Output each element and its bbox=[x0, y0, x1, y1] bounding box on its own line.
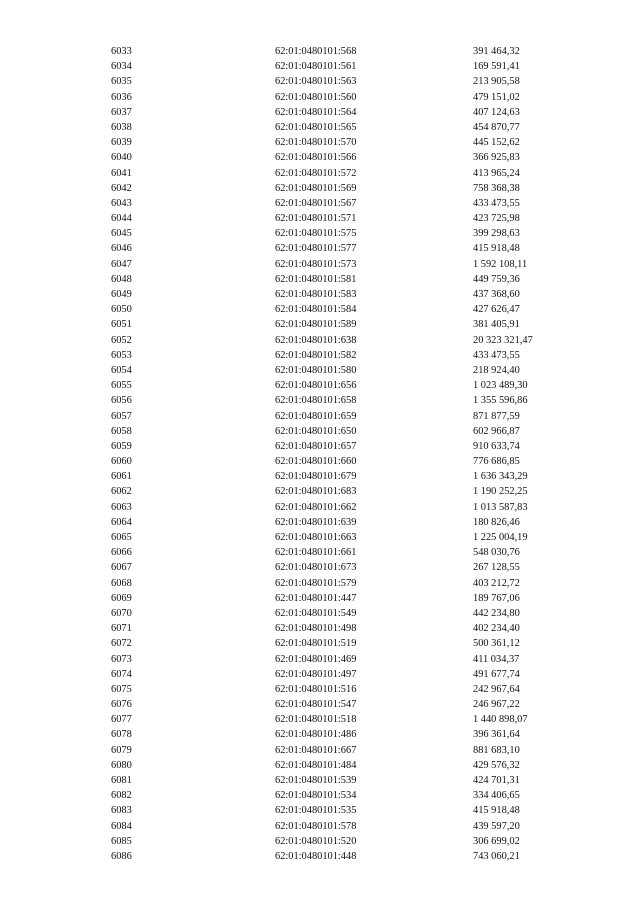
row-number: 6081 bbox=[111, 775, 132, 786]
cadastral-number: 62:01:0480101:486 bbox=[275, 729, 357, 741]
row-number: 6045 bbox=[111, 228, 132, 240]
cadastral-value: 479 151,02 bbox=[473, 91, 520, 103]
table-row bbox=[0, 500, 640, 515]
table-row bbox=[0, 484, 640, 499]
cadastral-value: 1 225 004,19 bbox=[473, 532, 528, 543]
table-row bbox=[0, 454, 640, 469]
cadastral-number: 62:01:0480101:575 bbox=[275, 228, 357, 240]
data-table bbox=[0, 44, 640, 864]
cadastral-value: 20 323 321,47 bbox=[473, 334, 533, 346]
table-row bbox=[0, 393, 640, 408]
table-row bbox=[0, 530, 640, 545]
cadastral-value: 415 918,48 bbox=[473, 805, 520, 817]
table-row bbox=[0, 257, 640, 272]
row-number: 6046 bbox=[111, 243, 132, 255]
table-row bbox=[0, 743, 640, 758]
table-row bbox=[0, 758, 640, 773]
cadastral-number: 62:01:0480101:561 bbox=[275, 61, 357, 73]
table-row bbox=[0, 348, 640, 363]
cadastral-value: 423 725,98 bbox=[473, 213, 520, 225]
cadastral-value: 391 464,32 bbox=[473, 46, 520, 57]
table-row bbox=[0, 211, 640, 226]
table-row bbox=[0, 44, 640, 59]
cadastral-number: 62:01:0480101:661 bbox=[275, 547, 357, 559]
cadastral-number: 62:01:0480101:448 bbox=[275, 850, 357, 862]
row-number: 6065 bbox=[111, 532, 132, 543]
row-number: 6061 bbox=[111, 471, 132, 483]
cadastral-number: 62:01:0480101:663 bbox=[275, 532, 357, 543]
cadastral-number: 62:01:0480101:520 bbox=[275, 835, 357, 847]
cadastral-number: 62:01:0480101:518 bbox=[275, 714, 357, 726]
table-row bbox=[0, 272, 640, 287]
cadastral-number: 62:01:0480101:658 bbox=[275, 395, 357, 407]
row-number: 6083 bbox=[111, 805, 132, 817]
row-number: 6062 bbox=[111, 486, 132, 498]
table-row bbox=[0, 697, 640, 712]
cadastral-value: 189 767,06 bbox=[473, 592, 520, 604]
cadastral-number: 62:01:0480101:580 bbox=[275, 364, 357, 376]
cadastral-value: 396 361,64 bbox=[473, 729, 520, 741]
row-number: 6047 bbox=[111, 258, 132, 270]
cadastral-number: 62:01:0480101:683 bbox=[275, 486, 357, 498]
table-row bbox=[0, 363, 640, 378]
table-row bbox=[0, 74, 640, 89]
table-row bbox=[0, 90, 640, 105]
cadastral-value: 267 128,55 bbox=[473, 562, 520, 574]
row-number: 6037 bbox=[111, 106, 132, 118]
row-number: 6057 bbox=[111, 410, 132, 422]
cadastral-number: 62:01:0480101:547 bbox=[275, 699, 357, 711]
cadastral-number: 62:01:0480101:560 bbox=[275, 91, 357, 103]
cadastral-value: 548 030,76 bbox=[473, 547, 520, 559]
cadastral-value: 413 965,24 bbox=[473, 167, 520, 179]
cadastral-number: 62:01:0480101:534 bbox=[275, 790, 357, 802]
table-row bbox=[0, 591, 640, 606]
table-row bbox=[0, 59, 640, 74]
row-number: 6073 bbox=[111, 653, 132, 665]
table-row bbox=[0, 181, 640, 196]
row-number: 6058 bbox=[111, 425, 132, 437]
table-row bbox=[0, 469, 640, 484]
row-number: 6041 bbox=[111, 167, 132, 179]
row-number: 6078 bbox=[111, 729, 132, 741]
cadastral-value: 758 368,38 bbox=[473, 182, 520, 194]
row-number: 6068 bbox=[111, 577, 132, 589]
row-number: 6063 bbox=[111, 501, 132, 513]
cadastral-number: 62:01:0480101:667 bbox=[275, 744, 357, 756]
table-row bbox=[0, 621, 640, 636]
row-number: 6071 bbox=[111, 623, 132, 635]
row-number: 6050 bbox=[111, 304, 132, 316]
cadastral-value: 366 925,83 bbox=[473, 152, 520, 164]
cadastral-value: 411 034,37 bbox=[473, 653, 520, 665]
row-number: 6042 bbox=[111, 182, 132, 194]
table-row bbox=[0, 636, 640, 651]
row-number: 6052 bbox=[111, 334, 132, 346]
table-row bbox=[0, 652, 640, 667]
row-number: 6040 bbox=[111, 152, 132, 164]
row-number: 6053 bbox=[111, 349, 132, 361]
cadastral-number: 62:01:0480101:578 bbox=[275, 820, 357, 832]
cadastral-value: 439 597,20 bbox=[473, 820, 520, 832]
cadastral-number: 62:01:0480101:564 bbox=[275, 106, 357, 118]
cadastral-number: 62:01:0480101:577 bbox=[275, 243, 357, 255]
row-number: 6086 bbox=[111, 850, 132, 862]
cadastral-number: 62:01:0480101:638 bbox=[275, 334, 357, 346]
cadastral-value: 424 701,31 bbox=[473, 775, 520, 786]
table-row bbox=[0, 576, 640, 591]
table-row bbox=[0, 682, 640, 697]
table-row bbox=[0, 378, 640, 393]
cadastral-number: 62:01:0480101:549 bbox=[275, 607, 357, 619]
row-number: 6080 bbox=[111, 759, 132, 771]
row-number: 6066 bbox=[111, 547, 132, 559]
cadastral-value: 407 124,63 bbox=[473, 106, 520, 118]
cadastral-number: 62:01:0480101:639 bbox=[275, 516, 357, 528]
row-number: 6085 bbox=[111, 835, 132, 847]
cadastral-value: 437 368,60 bbox=[473, 289, 520, 300]
cadastral-value: 403 212,72 bbox=[473, 577, 520, 589]
cadastral-value: 449 759,36 bbox=[473, 273, 520, 285]
cadastral-value: 491 677,74 bbox=[473, 668, 520, 680]
cadastral-value: 429 576,32 bbox=[473, 759, 520, 771]
cadastral-number: 62:01:0480101:573 bbox=[275, 258, 357, 270]
table-row bbox=[0, 819, 640, 834]
table-row bbox=[0, 226, 640, 241]
row-number: 6074 bbox=[111, 668, 132, 680]
row-number: 6082 bbox=[111, 790, 132, 802]
row-number: 6038 bbox=[111, 121, 132, 133]
cadastral-value: 602 966,87 bbox=[473, 425, 520, 437]
cadastral-value: 1 636 343,29 bbox=[473, 471, 528, 483]
cadastral-value: 1 592 108,11 bbox=[473, 258, 528, 270]
cadastral-value: 1 023 489,30 bbox=[473, 380, 528, 392]
table-row bbox=[0, 424, 640, 439]
cadastral-value: 213 905,58 bbox=[473, 76, 520, 88]
table-row bbox=[0, 560, 640, 575]
cadastral-value: 433 473,55 bbox=[473, 349, 520, 361]
cadastral-value: 1 355 596,86 bbox=[473, 395, 528, 407]
cadastral-number: 62:01:0480101:563 bbox=[275, 76, 357, 88]
cadastral-number: 62:01:0480101:650 bbox=[275, 425, 357, 437]
cadastral-value: 910 633,74 bbox=[473, 440, 520, 452]
cadastral-number: 62:01:0480101:565 bbox=[275, 121, 357, 133]
table-row bbox=[0, 727, 640, 742]
row-number: 6055 bbox=[111, 380, 132, 392]
table-row bbox=[0, 712, 640, 727]
cadastral-value: 381 405,91 bbox=[473, 319, 520, 331]
row-number: 6060 bbox=[111, 456, 132, 468]
row-number: 6072 bbox=[111, 638, 132, 650]
table-row bbox=[0, 150, 640, 165]
cadastral-value: 445 152,62 bbox=[473, 137, 520, 149]
row-number: 6056 bbox=[111, 395, 132, 407]
row-number: 6064 bbox=[111, 516, 132, 528]
row-number: 6051 bbox=[111, 319, 132, 331]
row-number: 6034 bbox=[111, 61, 132, 73]
cadastral-number: 62:01:0480101:539 bbox=[275, 775, 357, 786]
table-row bbox=[0, 439, 640, 454]
table-row bbox=[0, 606, 640, 621]
row-number: 6048 bbox=[111, 273, 132, 285]
table-row bbox=[0, 773, 640, 788]
table-row bbox=[0, 166, 640, 181]
row-number: 6049 bbox=[111, 289, 132, 300]
row-number: 6033 bbox=[111, 46, 132, 57]
cadastral-number: 62:01:0480101:469 bbox=[275, 653, 357, 665]
cadastral-number: 62:01:0480101:673 bbox=[275, 562, 357, 574]
table-row bbox=[0, 515, 640, 530]
cadastral-value: 500 361,12 bbox=[473, 638, 520, 650]
cadastral-value: 442 234,80 bbox=[473, 607, 520, 619]
row-number: 6067 bbox=[111, 562, 132, 574]
cadastral-value: 1 013 587,83 bbox=[473, 501, 528, 513]
cadastral-value: 246 967,22 bbox=[473, 699, 520, 711]
cadastral-number: 62:01:0480101:571 bbox=[275, 213, 357, 225]
cadastral-value: 334 406,65 bbox=[473, 790, 520, 802]
table-row bbox=[0, 120, 640, 135]
cadastral-number: 62:01:0480101:656 bbox=[275, 380, 357, 392]
table-row bbox=[0, 788, 640, 803]
cadastral-value: 881 683,10 bbox=[473, 744, 520, 756]
cadastral-number: 62:01:0480101:583 bbox=[275, 289, 357, 300]
cadastral-value: 776 686,85 bbox=[473, 456, 520, 468]
table-row bbox=[0, 333, 640, 348]
row-number: 6043 bbox=[111, 197, 132, 209]
cadastral-value: 743 060,21 bbox=[473, 850, 520, 862]
cadastral-number: 62:01:0480101:570 bbox=[275, 137, 357, 149]
cadastral-value: 871 877,59 bbox=[473, 410, 520, 422]
cadastral-value: 306 699,02 bbox=[473, 835, 520, 847]
row-number: 6076 bbox=[111, 699, 132, 711]
table-row bbox=[0, 545, 640, 560]
row-number: 6069 bbox=[111, 592, 132, 604]
cadastral-number: 62:01:0480101:589 bbox=[275, 319, 357, 331]
cadastral-number: 62:01:0480101:579 bbox=[275, 577, 357, 589]
cadastral-value: 169 591,41 bbox=[473, 61, 520, 73]
cadastral-number: 62:01:0480101:659 bbox=[275, 410, 357, 422]
cadastral-number: 62:01:0480101:447 bbox=[275, 592, 357, 604]
row-number: 6044 bbox=[111, 213, 132, 225]
cadastral-number: 62:01:0480101:567 bbox=[275, 197, 357, 209]
table-row bbox=[0, 409, 640, 424]
row-number: 6035 bbox=[111, 76, 132, 88]
cadastral-number: 62:01:0480101:581 bbox=[275, 273, 357, 285]
table-row bbox=[0, 105, 640, 120]
cadastral-number: 62:01:0480101:679 bbox=[275, 471, 357, 483]
cadastral-number: 62:01:0480101:519 bbox=[275, 638, 357, 650]
row-number: 6070 bbox=[111, 607, 132, 619]
row-number: 6059 bbox=[111, 440, 132, 452]
cadastral-value: 399 298,63 bbox=[473, 228, 520, 240]
row-number: 6036 bbox=[111, 91, 132, 103]
cadastral-number: 62:01:0480101:497 bbox=[275, 668, 357, 680]
cadastral-value: 427 626,47 bbox=[473, 304, 520, 316]
cadastral-number: 62:01:0480101:584 bbox=[275, 304, 357, 316]
cadastral-number: 62:01:0480101:484 bbox=[275, 759, 357, 771]
table-row bbox=[0, 241, 640, 256]
table-row bbox=[0, 317, 640, 332]
row-number: 6039 bbox=[111, 137, 132, 149]
table-row bbox=[0, 302, 640, 317]
cadastral-number: 62:01:0480101:662 bbox=[275, 501, 357, 513]
table-row bbox=[0, 287, 640, 302]
cadastral-value: 402 234,40 bbox=[473, 623, 520, 635]
table-row bbox=[0, 196, 640, 211]
cadastral-number: 62:01:0480101:582 bbox=[275, 349, 357, 361]
cadastral-number: 62:01:0480101:535 bbox=[275, 805, 357, 817]
cadastral-number: 62:01:0480101:660 bbox=[275, 456, 357, 468]
cadastral-value: 454 870,77 bbox=[473, 121, 520, 133]
table-row bbox=[0, 834, 640, 849]
cadastral-number: 62:01:0480101:657 bbox=[275, 440, 357, 452]
row-number: 6077 bbox=[111, 714, 132, 726]
cadastral-value: 1 440 898,07 bbox=[473, 714, 528, 726]
cadastral-value: 218 924,40 bbox=[473, 364, 520, 376]
row-number: 6075 bbox=[111, 683, 132, 695]
cadastral-value: 415 918,48 bbox=[473, 243, 520, 255]
cadastral-value: 1 190 252,25 bbox=[473, 486, 528, 498]
row-number: 6054 bbox=[111, 364, 132, 376]
cadastral-number: 62:01:0480101:566 bbox=[275, 152, 357, 164]
cadastral-number: 62:01:0480101:572 bbox=[275, 167, 357, 179]
row-number: 6079 bbox=[111, 744, 132, 756]
row-number: 6084 bbox=[111, 820, 132, 832]
cadastral-value: 180 826,46 bbox=[473, 516, 520, 528]
cadastral-value: 433 473,55 bbox=[473, 197, 520, 209]
cadastral-value: 242 967,64 bbox=[473, 683, 520, 695]
table-row bbox=[0, 135, 640, 150]
cadastral-number: 62:01:0480101:569 bbox=[275, 182, 357, 194]
cadastral-number: 62:01:0480101:498 bbox=[275, 623, 357, 635]
table-row bbox=[0, 667, 640, 682]
cadastral-number: 62:01:0480101:568 bbox=[275, 46, 357, 57]
table-row bbox=[0, 803, 640, 818]
cadastral-number: 62:01:0480101:516 bbox=[275, 683, 357, 695]
table-row bbox=[0, 849, 640, 864]
